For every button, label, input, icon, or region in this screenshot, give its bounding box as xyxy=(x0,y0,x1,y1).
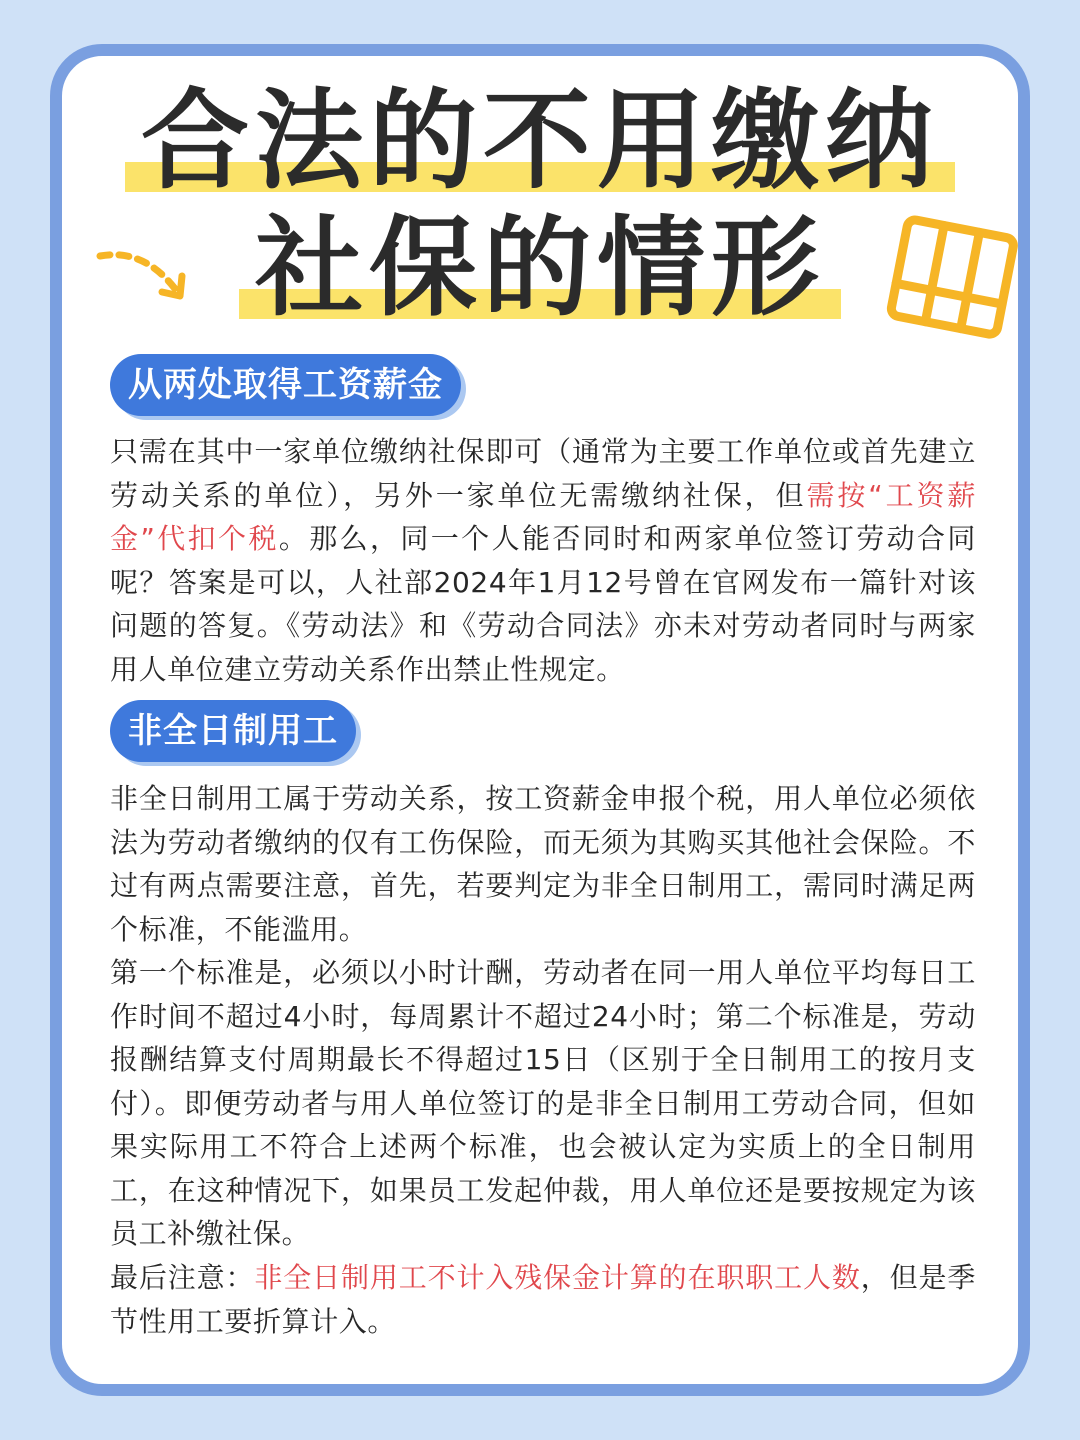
title-line-2-text: 社保的情形 xyxy=(254,206,825,331)
section-2-paragraph-3 xyxy=(110,1256,976,1343)
section-2-paragraph-2: 第一个标准是，必须以小时计酬，劳动者在同一用人单位平均每日工作时间不超过4小时，每周累计不超过24小时；第二个标准是，劳动报酬结算支付周期最长不得超过15日（区别于全日制用工的按月支付）。即便劳动者与用人单位签订的是非全日制用工劳动合同，但如果实际用工不符合上述两个标准，也会被认定为实质上的全日制用工，在这种情况下，如果员工发起仲裁，用人单位还是要按规定为该员工补缴社保。 xyxy=(110,956,976,1250)
paragraph-text: 。那么，同一个人能否同时和两家单位签订劳动合同呢？答案是可以，人社部2024年1月12号曾在官网发布一篇针对该问题的答复。《劳动法》和《劳动合同法》亦未对劳动者同时与两家用人单位建立劳动关系作出禁止性规定。 xyxy=(110,522,976,686)
section-heading-two-sources-salary: 从两处取得工资薪金 xyxy=(110,354,461,416)
title-line-1-text: 合法的不用缴纳 xyxy=(140,79,939,204)
section-heading-part-time-employment: 非全日制用工 xyxy=(110,700,356,762)
paragraph-text: 最后注意： xyxy=(110,1261,255,1294)
highlight-text: 需按“工资薪金”代扣个税 xyxy=(110,478,977,555)
window-grid-icon xyxy=(884,214,1020,344)
paragraph-text: ，但是季节性用工要折算计入。 xyxy=(110,1261,976,1338)
section-1-paragraph xyxy=(110,430,976,691)
highlight-text: 非全日制用工不计入残保金计算的在职职工人数 xyxy=(254,1261,861,1294)
dashed-arrow-icon xyxy=(96,238,196,308)
page-title-line-1 xyxy=(0,79,1080,204)
section-2-paragraph-1: 非全日制用工属于劳动关系，按工资薪金申报个税，用人单位必须依法为劳动者缴纳的仅有工伤保险，而无须为其购买其他社会保险。不过有两点需要注意，首先，若要判定为非全日制用工，需同时满足两个标准，不能滥用。 xyxy=(110,782,976,946)
paragraph-text: 只需在其中一家单位缴纳社保即可（通常为主要工作单位或首先建立劳动关系的单位），另外一家单位无需缴纳社保，但 xyxy=(110,435,976,512)
